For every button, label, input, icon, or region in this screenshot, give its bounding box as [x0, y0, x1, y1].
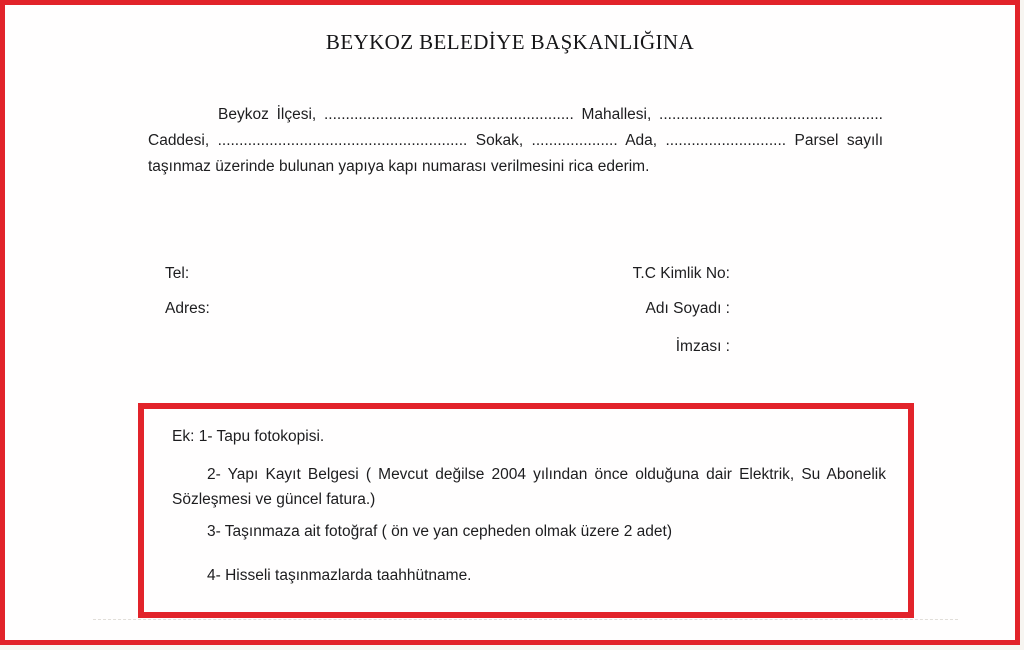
- adi-soyadi-label: Adı Soyadı :: [645, 300, 730, 317]
- request-paragraph-line-1: Beykoz İlçesi, .......................................................... Mahallesi, ....................................................: [218, 106, 883, 123]
- attachment-item-2: [172, 462, 886, 512]
- request-paragraph-line-2: Caddesi, .......................................................... Sokak, .................... Ada, ............................ Parsel sayılı: [148, 132, 883, 149]
- document-title: BEYKOZ BELEDİYE BAŞKANLIĞINA: [325, 30, 695, 54]
- request-paragraph-line-3: taşınmaz üzerinde bulunan yapıya kapı numarası verilmesini rica ederim.: [148, 158, 650, 175]
- adres-label: Adres:: [165, 300, 210, 317]
- attachment-item-2-line-2: Sözleşmesi ve güncel fatura.): [172, 491, 376, 508]
- attachment-item-3: 3- Taşınmaza ait fotoğraf ( ön ve yan cepheden olmak üzere 2 adet): [207, 523, 672, 540]
- attachment-item-1: Ek: 1- Tapu fotokopisi.: [172, 428, 325, 445]
- request-paragraph: [148, 102, 883, 180]
- tel-label: Tel:: [165, 265, 190, 282]
- imzasi-label: İmzası :: [675, 338, 730, 355]
- tc-kimlik-no-label: T.C Kimlik No:: [632, 265, 730, 282]
- page-bottom-edge-line: [93, 619, 958, 620]
- attachment-item-4: 4- Hisseli taşınmazlarda taahhütname.: [207, 567, 472, 584]
- attachment-item-2-line-1: 2- Yapı Kayıt Belgesi ( Mevcut değilse 2004 yılından önce olduğuna dair Elektrik, Su Abonelik: [207, 466, 886, 483]
